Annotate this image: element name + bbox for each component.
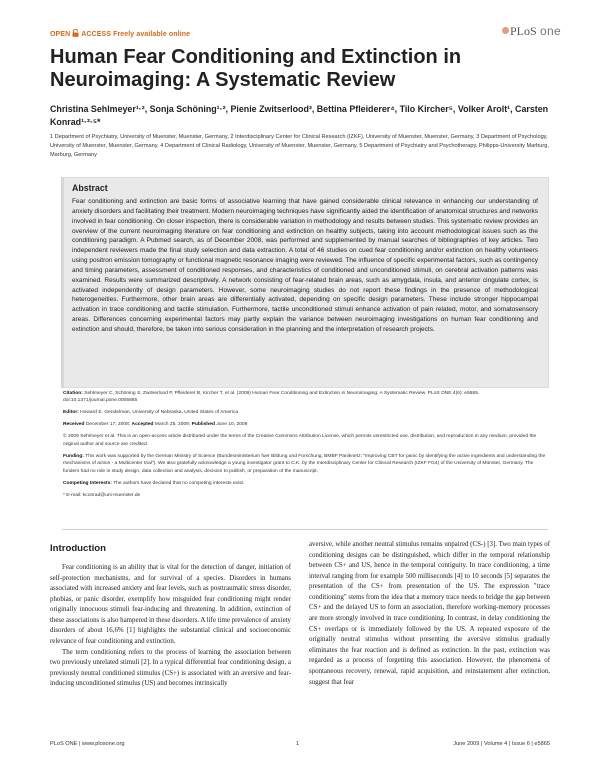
logo-one: one <box>540 24 561 38</box>
funding: Funding: This work was supported by the German Ministry of Science (Bundesministerium fuer Bildung und Forschung, BMBF Paniknetz; "Improving CBT for panic by identifying the active ingredients and understanding the mechanisms of action - a Multicenter trial"). We also gratefully acknowledge a young investigator grant to C.K. by the Interdisciplinary Center for Clinical Research (IZKF FG4) of the University of Münster, Germany. The funders had no role in study design, data collection and analysis, decision to publish, or preparation of the manuscript. <box>63 453 546 474</box>
page-number: 1 <box>296 741 300 747</box>
author-list: Christina Sehlmeyer¹·², Sonja Schöning¹·², Pienie Zwitserlood³, Bettina Pfleiderer⁴, Tilo Kircher⁵, Volker Arolt¹, Carsten Konrad¹·²·⁵* <box>50 104 549 127</box>
right-column <box>309 540 550 688</box>
logo-mark-icon <box>502 27 509 34</box>
introduction-heading: Introduction <box>50 543 106 554</box>
dates: Received December 17, 2008; Accepted March 25, 2009; Published June 10, 2009 <box>63 422 248 428</box>
open-label: OPEN <box>50 31 71 38</box>
open-access-badge <box>50 29 190 38</box>
editor: Editor: Howard E. Gendelman, University of Nebraska, United States of America <box>63 410 239 416</box>
email: * E-mail: kconrad@uni-muenster.de <box>63 492 141 498</box>
article-metadata <box>63 390 548 504</box>
abstract-heading: Abstract <box>72 183 108 193</box>
left-column <box>50 563 291 690</box>
paragraph: aversive, while another neutral stimulus remains unpaired (CS-) [3]. Two main types of conditioning designs can be distinguished, which differ in the temporal relationship between CS+ and US, hence in the temporal contiguity. In trace conditioning, a time interval ranging from for example 500 milliseconds [4] to 10 seconds [5] separates the presentation of the CS+ from presentation of the US. The expression "trace conditioning" stems from the idea that a memory trace needs to bridge the gap between CS+ and the delayed US to form an association, therefore working-memory processes are more strongly involved in trace conditioning. In contrast, in delay conditioning the CS+ overlaps or is immediately followed by the US. A repeated exposure of the originally neutral stimulus without presenting the aversive stimulus gradually eliminates the fear reaction and is defined as extinction. In the past, extinction was regarded as a process of forgetting this association. However, the phenomena of spontaneous recovery, renewal, rapid acquisition, and reinstatement after extinction, suggest that fear <box>309 541 550 686</box>
paragraph: Fear conditioning is an ability that is vital for the detection of danger, initiation of self-protection mechanisms, and for survival of a species. Disorders in humans associated with increased anxiety and fear levels, such as posttraumatic stress disorder, phobias, or panic disorder, exemplify how misguided fear conditioning might render originally innocuous stimuli fear-inducing and threatening. In addition, extinction of these associations is also hampered in these disorders. A life time prevalence of anxiety disorders of about 16,6% [1] highlights the substantial clinical and socioeconomic relevance of fear conditioning and extinction. <box>50 564 291 646</box>
affiliations: 1 Department of Psychiatry, University of Muenster, Muenster, Germany, 2 Interdisciplinary Center for Clinical Research (IZKF), University of Muenster, Muenster, Germany, 3 Department of Psychology, University of Muenster, Muenster, Germany, 4 Department of Clinical Radiology, University of Muenster, Muenster, Germany, 5 Department of Psychiatry and Psychotherapy, Philipps-University Marburg, Marburg, Germany <box>50 134 549 159</box>
access-label: ACCESS Freely available online <box>81 31 191 38</box>
logo-plos: PLoS <box>510 24 537 38</box>
footer-journal: PLoS ONE | www.plosone.org <box>50 741 125 747</box>
open-lock-icon <box>72 29 79 37</box>
article-title: Human Fear Conditioning and Extinction in Neuroimaging: A Systematic Review <box>50 46 462 91</box>
footer-issue: June 2009 | Volume 4 | Issue 6 | e5865 <box>453 741 550 747</box>
abstract-text: Fear conditioning and extinction are basic forms of associative learning that have gained considerable clinical relevance in enhancing our understanding of anxiety disorders and facilitating their treatment. Modern neuroimaging techniques have significantly aided the identification of anatomical structures and networks involved in fear conditioning. On closer inspection, there is considerable variation in methodology and results between studies. This systematic review provides an overview of the current neuroimaging literature on fear conditioning and extinction on healthy subjects, taking into account methodological issues such as the conditioning paradigm. A Pubmed search, as of December 2008, was performed and supplemented by manual searches of bibliographies of key articles. Two independent reviewers made the final study selection and data extraction. A total of 46 studies on cued fear conditioning and/or extinction on healthy volunteers using positron emission tomography or functional magnetic resonance imaging were reviewed. The influence of specific experimental factors, such as contingency and timing parameters, assessment of conditioned responses, and characteristics of conditioned and unconditioned stimuli, on cerebral activation patterns was examined. Results were summarized descriptively. A network consisting of fear-related brain areas, such as amygdala, insula, and anterior cingulate cortex, is activated independently of design parameters. However, some neuroimaging studies do not report these findings in the presence of methodological heterogeneities. Furthermore, other brain areas are differentially activated, depending on specific design parameters. These include stronger hippocampal activation in trace conditioning and tactile stimulation. Furthermore, tactile unconditioned stimuli enhance activation of pain related, motor, and somatosensory areas. Differences concerning experimental factors may partly explain the variance between neuroimaging investigations on human fear conditioning and extinction and should, therefore, be taken into serious consideration in the planning and the interpretation of research projects. <box>72 198 538 333</box>
paragraph: The term conditioning refers to the process of learning the association between two previously unrelated stimuli [2]. In a typical differential fear conditioning design, a previously neutral conditioned stimulus (CS+) is associated with an aversive and fear-inducing unconditioned stimulus (US) and becomes intrinsically <box>50 648 291 688</box>
copyright: © 2009 Sehlmeyer et al. This is an open-access article distributed under the terms of the Creative Commons Attribution License, which permits unrestricted use, distribution, and reproduction in any medium, provided the original author and source are credited. <box>63 434 537 447</box>
journal-logo <box>502 24 561 39</box>
competing-interests: Competing Interests: The authors have declared that no competing interests exist. <box>63 480 245 486</box>
divider <box>62 529 548 530</box>
citation: Citation: Sehlmeyer C, Schöning S, Zwitserlood P, Pfleiderer B, Kircher T, et al. (2009) Human Fear Conditioning and Extinction in Neuroimaging: A Systematic Review. PLoS ONE 4(6): e5865. doi:10.1371/journal.pone.0005865 <box>63 391 480 404</box>
